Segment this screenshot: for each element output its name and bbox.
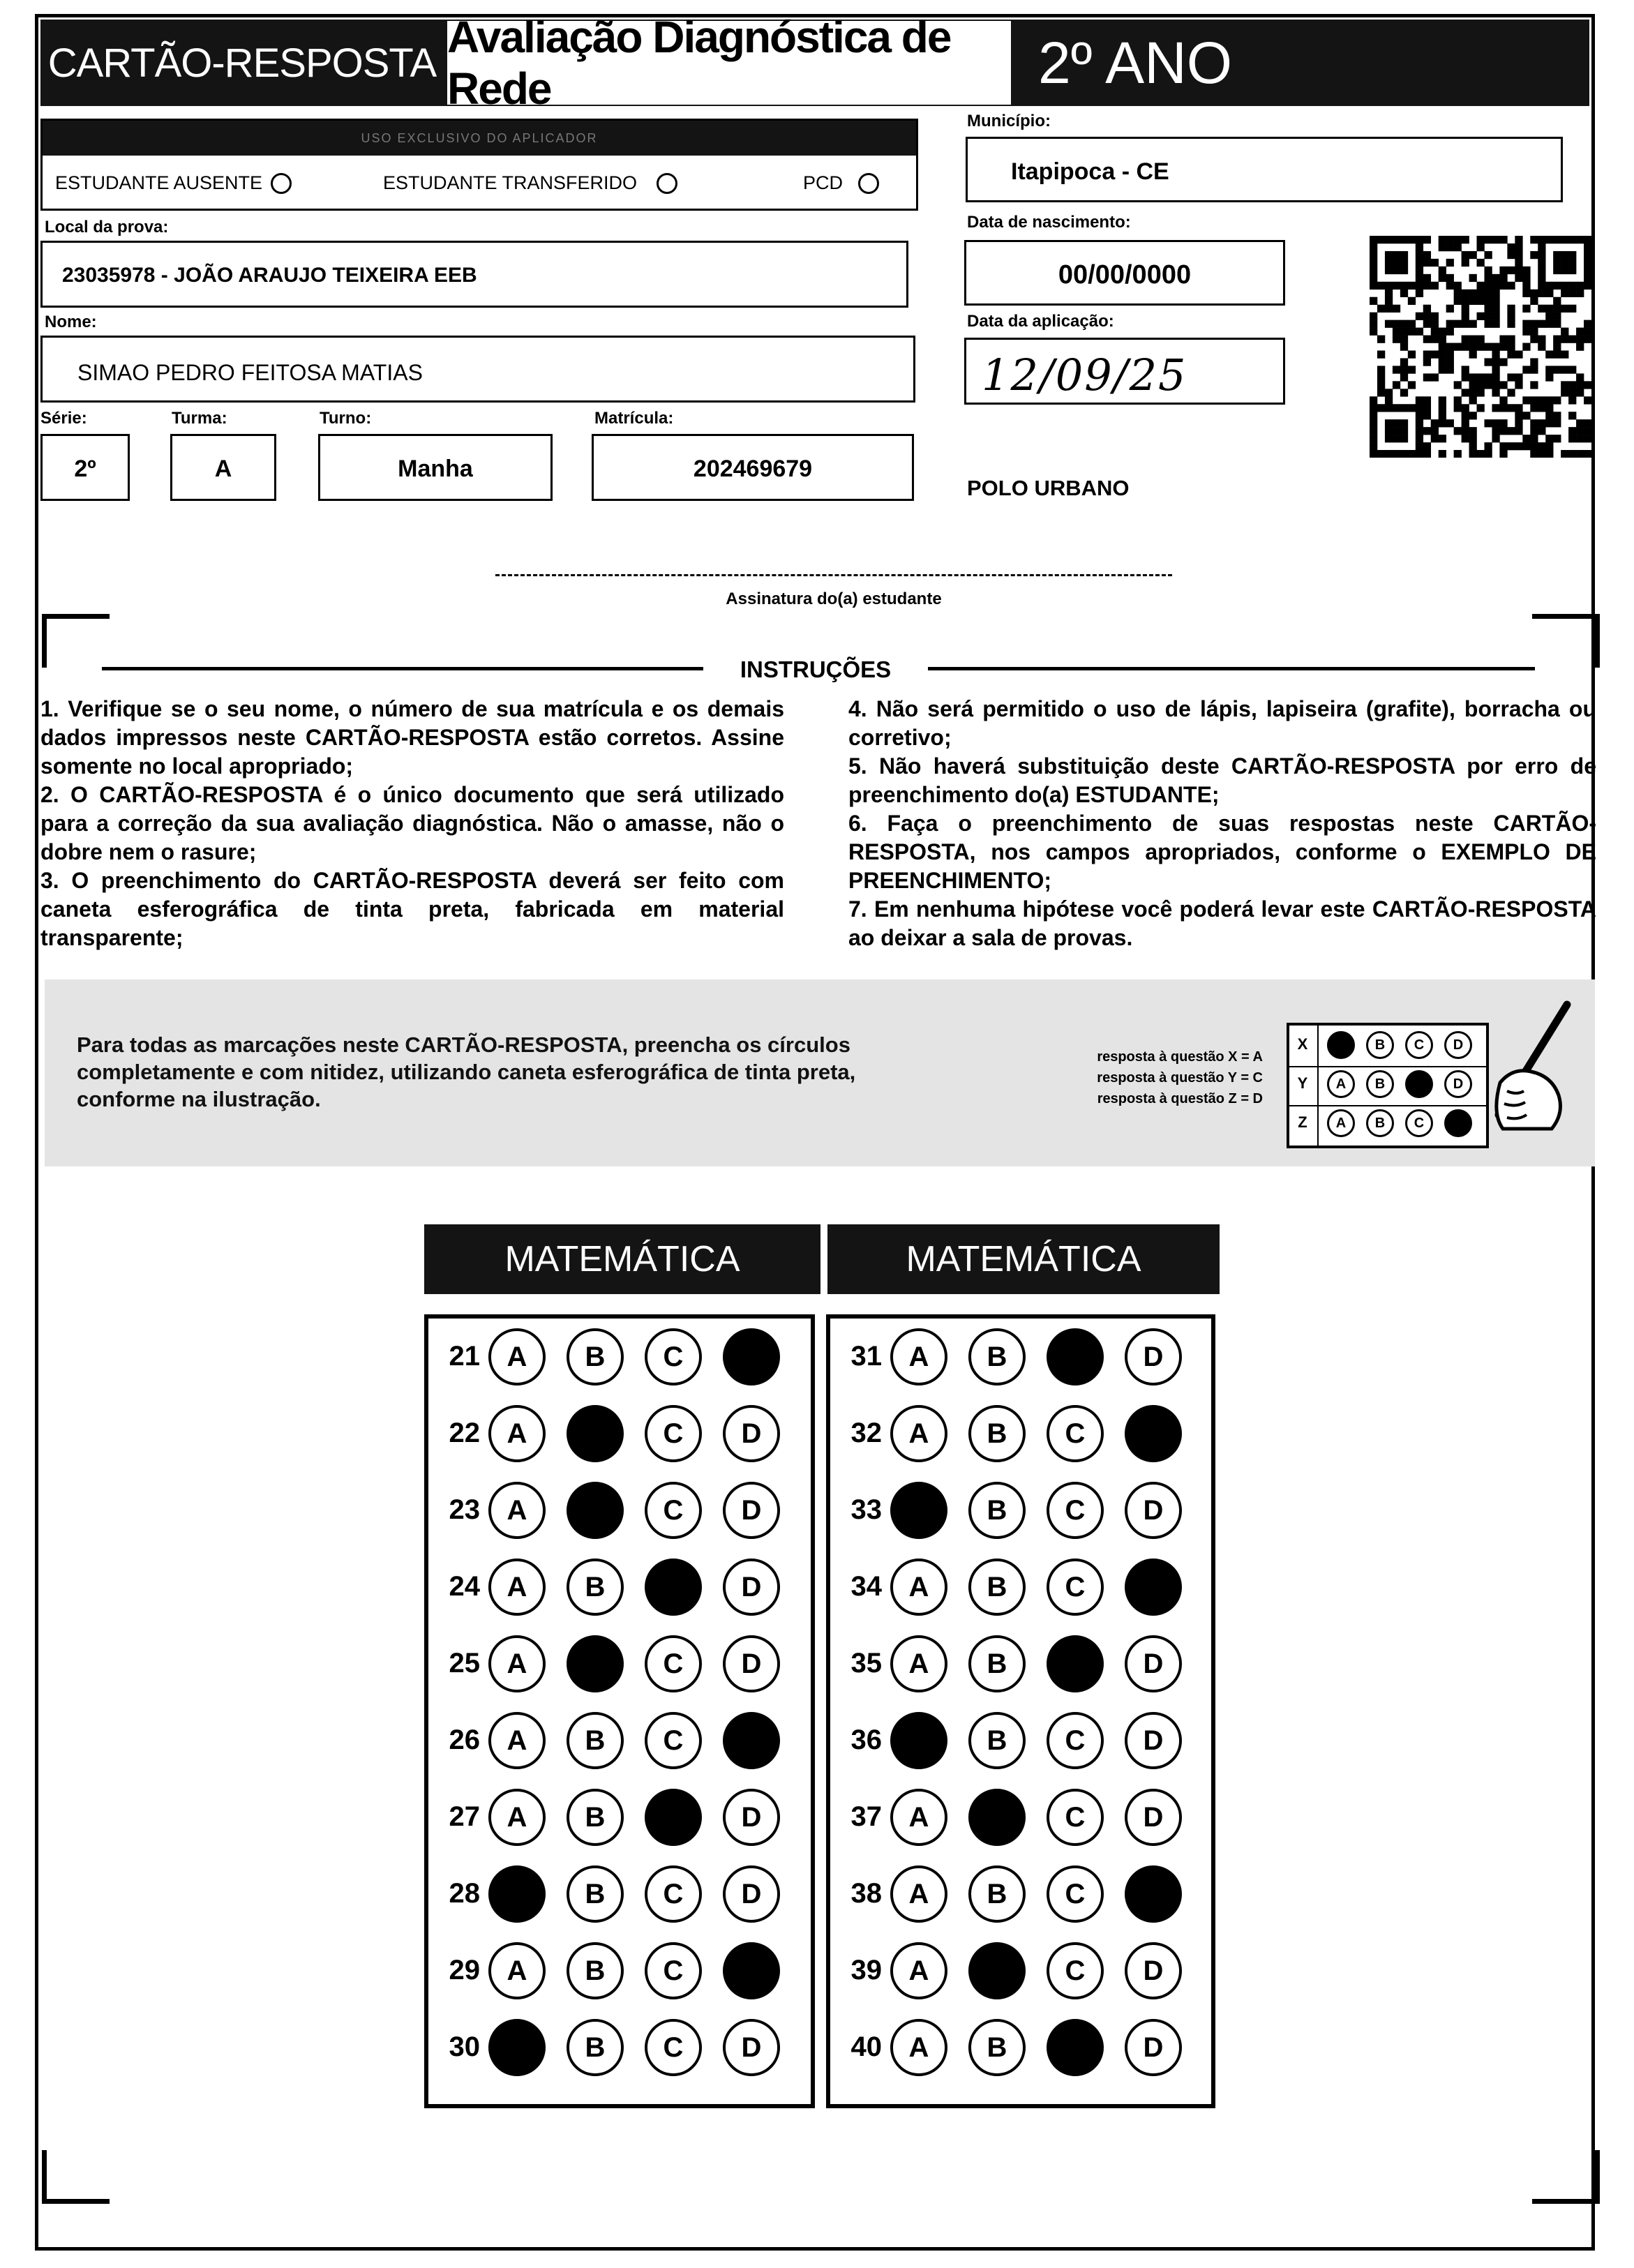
- answer-block-1: [424, 1314, 815, 2108]
- example-bubble-d: D: [1444, 1031, 1472, 1059]
- matricula-label: Matrícula:: [594, 409, 674, 428]
- local-field: [40, 241, 908, 308]
- question-number: 35: [850, 1648, 882, 1679]
- question-number: 40: [850, 2032, 882, 2062]
- answer-bubble-a[interactable]: A: [488, 1635, 546, 1692]
- answer-bubble-b[interactable]: B: [567, 1712, 624, 1769]
- instruction-5: 5. Não haverá substituição deste CARTÃO-RESPOSTA por erro de preenchimento do(a) ESTUDANTE;: [848, 753, 1596, 807]
- answer-bubble-c[interactable]: [1047, 2019, 1104, 2076]
- nascimento-field: [964, 240, 1285, 306]
- aplicacao-label: Data da aplicação:: [967, 312, 1114, 331]
- answer-bubble-b[interactable]: [567, 1635, 624, 1692]
- matricula-value: 202469679: [693, 456, 813, 482]
- local-value: 23035978 - JOÃO ARAUJO TEIXEIRA EEB: [62, 264, 477, 287]
- answer-bubble-a[interactable]: [488, 1865, 546, 1923]
- absent-label: ESTUDANTE AUSENTE: [55, 172, 263, 193]
- question-row: [428, 1789, 811, 1846]
- question-row: [428, 2019, 811, 2076]
- turma-value: A: [214, 456, 232, 482]
- pcd-option[interactable]: [803, 172, 879, 194]
- answer-bubble-d[interactable]: D: [1125, 1789, 1182, 1846]
- corner-mark-bottom-right: [1532, 2150, 1600, 2204]
- answer-bubble-b[interactable]: B: [968, 1559, 1026, 1616]
- answer-bubble-c[interactable]: C: [1047, 1865, 1104, 1923]
- example-col-divider: [1317, 1026, 1319, 1146]
- answer-bubble-a[interactable]: A: [488, 1712, 546, 1769]
- answer-bubble-b[interactable]: B: [567, 1559, 624, 1616]
- answer-bubble-a[interactable]: A: [890, 1865, 947, 1923]
- block-2-title: MATEMÁTICA: [827, 1224, 1220, 1294]
- question-number: 31: [850, 1341, 882, 1372]
- answer-bubble-a[interactable]: A: [890, 1405, 947, 1462]
- answer-bubble-b[interactable]: B: [567, 1789, 624, 1846]
- question-number: 30: [449, 2032, 480, 2062]
- question-row: [830, 1712, 1211, 1769]
- question-row: [428, 1865, 811, 1923]
- question-number: 36: [850, 1725, 882, 1755]
- answer-bubble-d[interactable]: [723, 1712, 780, 1769]
- serie-label: Série:: [40, 409, 87, 428]
- question-number: 33: [850, 1494, 882, 1525]
- answer-bubble-a[interactable]: A: [890, 2019, 947, 2076]
- turno-label: Turno:: [320, 409, 372, 428]
- example-grid: [1287, 1023, 1489, 1148]
- grade-label: 2º ANO: [1038, 29, 1233, 96]
- answer-bubble-c[interactable]: C: [1047, 1405, 1104, 1462]
- aplicacao-value: 12/09/25: [982, 350, 1187, 400]
- answer-bubble-d[interactable]: [1125, 1865, 1182, 1923]
- question-row: [830, 1942, 1211, 1999]
- answer-bubble-c[interactable]: C: [645, 1405, 702, 1462]
- question-row: [830, 1405, 1211, 1462]
- aplicacao-field[interactable]: [964, 338, 1285, 405]
- answer-bubble-d[interactable]: [1125, 1405, 1182, 1462]
- example-bubble-c: [1405, 1070, 1433, 1098]
- question-row: [428, 1635, 811, 1692]
- instructions-rule-left: [102, 667, 703, 670]
- answer-bubble-c[interactable]: [645, 1789, 702, 1846]
- example-text: Para todas as marcações neste CARTÃO-RESPOSTA, preencha os círculos completamente e com nitidez, utilizando caneta esferográfica de tinta preta, conforme na ilustração.: [77, 1032, 856, 1111]
- answer-bubble-b[interactable]: B: [968, 1865, 1026, 1923]
- answer-bubble-d[interactable]: D: [723, 1865, 780, 1923]
- question-row: [830, 2019, 1211, 2076]
- question-number: 21: [449, 1341, 480, 1372]
- answer-bubble-c[interactable]: C: [1047, 1789, 1104, 1846]
- example-bubble-a: [1327, 1031, 1355, 1059]
- answer-bubble-c[interactable]: C: [645, 1712, 702, 1769]
- absent-option[interactable]: [55, 172, 292, 194]
- answer-bubble-b[interactable]: B: [567, 1942, 624, 1999]
- corner-mark-top-left: [42, 614, 110, 668]
- question-row: [830, 1559, 1211, 1616]
- example-bubble-a: A: [1327, 1070, 1355, 1098]
- qr-code: [1370, 236, 1591, 458]
- answer-bubble-d[interactable]: D: [723, 1559, 780, 1616]
- header-subtitle: Avaliação Diagnóstica de Rede: [447, 21, 1011, 105]
- answer-bubble-b[interactable]: B: [968, 1482, 1026, 1539]
- absent-circle-icon[interactable]: [271, 173, 292, 194]
- local-label: Local da prova:: [45, 218, 169, 236]
- answer-bubble-b[interactable]: B: [968, 1405, 1026, 1462]
- instruction-3: 3. O preenchimento do CARTÃO-RESPOSTA deverá ser feito com caneta esferográfica de tinta preta, fabricada em material transparente;: [40, 868, 784, 950]
- name-label: Nome:: [45, 313, 97, 331]
- example-row-divider: [1289, 1066, 1486, 1067]
- example-question-label: Z: [1298, 1113, 1307, 1131]
- question-number: 22: [449, 1418, 480, 1448]
- question-row: [428, 1328, 811, 1385]
- example-question-label: X: [1297, 1035, 1308, 1053]
- nascimento-label: Data de nascimento:: [967, 213, 1131, 232]
- instructions-rule-right: [928, 667, 1535, 670]
- answer-bubble-a[interactable]: [890, 1482, 947, 1539]
- answer-bubble-a[interactable]: A: [488, 1482, 546, 1539]
- instruction-2: 2. O CARTÃO-RESPOSTA é o único documento que será utilizado para a correção da sua avaliação diagnóstica. Não o amasse, não o dobre nem o rasure;: [40, 782, 784, 864]
- question-row: [428, 1405, 811, 1462]
- question-row: [428, 1482, 811, 1539]
- question-number: 39: [850, 1955, 882, 1985]
- applicator-band: USO EXCLUSIVO DO APLICADOR: [43, 121, 916, 156]
- answer-bubble-c[interactable]: C: [645, 1328, 702, 1385]
- example-bubble-a: A: [1327, 1109, 1355, 1137]
- answer-bubble-c[interactable]: [645, 1559, 702, 1616]
- example-key: [1033, 1046, 1263, 1109]
- question-row: [830, 1865, 1211, 1923]
- question-number: 29: [449, 1955, 480, 1985]
- answer-bubble-a[interactable]: A: [488, 1328, 546, 1385]
- answer-bubble-d[interactable]: D: [723, 1482, 780, 1539]
- question-number: 32: [850, 1418, 882, 1448]
- transferred-option[interactable]: [383, 172, 677, 194]
- instructions-title: INSTRUÇÕES: [740, 656, 892, 682]
- example-question-label: Y: [1297, 1074, 1308, 1092]
- name-value: SIMAO PEDRO FEITOSA MATIAS: [77, 360, 423, 385]
- question-row: [830, 1482, 1211, 1539]
- answer-bubble-c[interactable]: C: [1047, 1559, 1104, 1616]
- pcd-label: PCD: [803, 172, 844, 193]
- answer-bubble-c[interactable]: [1047, 1635, 1104, 1692]
- serie-field: [40, 434, 130, 501]
- name-field: [40, 336, 915, 403]
- instructions-right: [848, 695, 1596, 952]
- answer-bubble-b[interactable]: B: [567, 1865, 624, 1923]
- question-row: [428, 1559, 811, 1616]
- block-1-title: MATEMÁTICA: [424, 1224, 820, 1294]
- question-row: [428, 1942, 811, 1999]
- hand-pen-icon: [1479, 999, 1591, 1139]
- answer-bubble-b[interactable]: [567, 1482, 624, 1539]
- answer-bubble-d[interactable]: D: [723, 2019, 780, 2076]
- question-row: [830, 1635, 1211, 1692]
- question-number: 34: [850, 1571, 882, 1602]
- example-bubble-c: C: [1405, 1109, 1433, 1137]
- corner-mark-bottom-left: [42, 2150, 110, 2204]
- answer-bubble-c[interactable]: C: [1047, 1942, 1104, 1999]
- answer-bubble-c[interactable]: C: [645, 1942, 702, 1999]
- answer-bubble-a[interactable]: A: [488, 1405, 546, 1462]
- answer-bubble-b[interactable]: [968, 1789, 1026, 1846]
- answer-bubble-a[interactable]: A: [890, 1942, 947, 1999]
- matricula-field: [592, 434, 914, 501]
- answer-bubble-d[interactable]: [1125, 1559, 1182, 1616]
- answer-bubble-b[interactable]: B: [567, 1328, 624, 1385]
- example-row-divider: [1289, 1105, 1486, 1106]
- answer-bubble-d[interactable]: D: [723, 1405, 780, 1462]
- example-bubble-b: B: [1366, 1070, 1394, 1098]
- answer-bubble-c[interactable]: C: [645, 2019, 702, 2076]
- answer-bubble-c[interactable]: C: [1047, 1482, 1104, 1539]
- question-row: [830, 1789, 1211, 1846]
- answer-bubble-b[interactable]: [567, 1405, 624, 1462]
- question-row: [428, 1712, 811, 1769]
- answer-bubble-b[interactable]: B: [968, 1635, 1026, 1692]
- answer-bubble-d[interactable]: D: [1125, 1328, 1182, 1385]
- instruction-1: 1. Verifique se o seu nome, o número de sua matrícula e os demais dados impressos neste CARTÃO-RESPOSTA estão corretos. Assine somente no local apropriado;: [40, 696, 784, 779]
- question-number: 38: [850, 1878, 882, 1909]
- question-row: [830, 1328, 1211, 1385]
- answer-bubble-d[interactable]: D: [1125, 1712, 1182, 1769]
- answer-bubble-a[interactable]: A: [488, 1942, 546, 1999]
- answer-bubble-b[interactable]: B: [567, 2019, 624, 2076]
- transferred-circle-icon[interactable]: [657, 173, 677, 194]
- answer-bubble-a[interactable]: A: [890, 1328, 947, 1385]
- answer-bubble-b[interactable]: B: [968, 2019, 1026, 2076]
- answer-bubble-a[interactable]: [488, 2019, 546, 2076]
- answer-bubble-a[interactable]: [890, 1712, 947, 1769]
- answer-block-2: [826, 1314, 1215, 2108]
- answer-bubble-c[interactable]: C: [645, 1482, 702, 1539]
- answer-bubble-c[interactable]: C: [1047, 1712, 1104, 1769]
- transferred-label: ESTUDANTE TRANSFERIDO: [383, 172, 638, 193]
- question-number: 24: [449, 1571, 480, 1602]
- example-bubble-b: B: [1366, 1109, 1394, 1137]
- signature-label: Assinatura do(a) estudante: [726, 589, 942, 608]
- polo-label: POLO URBANO: [967, 476, 1130, 500]
- turno-field: [318, 434, 553, 501]
- answer-bubble-a[interactable]: A: [890, 1559, 947, 1616]
- answer-bubble-c[interactable]: [1047, 1328, 1104, 1385]
- answer-bubble-d[interactable]: D: [1125, 1482, 1182, 1539]
- instruction-4: 4. Não será permitido o uso de lápis, lapiseira (grafite), borracha ou corretivo;: [848, 696, 1596, 750]
- example-key-y: resposta à questão Y = C: [1097, 1070, 1263, 1086]
- header-title: CARTÃO-RESPOSTA: [47, 40, 437, 86]
- signature-line[interactable]: [495, 574, 1172, 576]
- answer-bubble-c[interactable]: C: [645, 1635, 702, 1692]
- question-number: 28: [449, 1878, 480, 1909]
- answer-bubble-a[interactable]: A: [488, 1559, 546, 1616]
- answer-bubble-a[interactable]: A: [488, 1789, 546, 1846]
- question-number: 27: [449, 1801, 480, 1832]
- question-number: 37: [850, 1801, 882, 1832]
- turno-value: Manha: [398, 456, 473, 482]
- example-key-x: resposta à questão X = A: [1097, 1049, 1263, 1065]
- municipio-label: Município:: [967, 112, 1051, 130]
- instruction-7: 7. Em nenhuma hipótese você poderá levar este CARTÃO-RESPOSTA ao deixar a sala de provas.: [848, 896, 1596, 950]
- instructions-left: [40, 695, 784, 952]
- answer-bubble-a[interactable]: A: [890, 1789, 947, 1846]
- answer-bubble-d[interactable]: D: [723, 1635, 780, 1692]
- question-number: 25: [449, 1648, 480, 1679]
- question-number: 23: [449, 1494, 480, 1525]
- answer-bubble-d[interactable]: D: [1125, 2019, 1182, 2076]
- answer-bubble-d[interactable]: [723, 1328, 780, 1385]
- answer-bubble-b[interactable]: B: [968, 1328, 1026, 1385]
- pcd-circle-icon[interactable]: [858, 173, 879, 194]
- turma-field: [170, 434, 276, 501]
- corner-mark-top-right: [1532, 614, 1600, 668]
- answer-bubble-a[interactable]: A: [890, 1635, 947, 1692]
- example-bubble-d: [1444, 1109, 1472, 1137]
- answer-bubble-b[interactable]: [968, 1942, 1026, 1999]
- answer-bubble-d[interactable]: D: [1125, 1635, 1182, 1692]
- instruction-6: 6. Faça o preenchimento de suas respostas neste CARTÃO-RESPOSTA, nos campos apropriados, conforme o EXEMPLO DE PREENCHIMENTO;: [848, 811, 1596, 893]
- applicator-box: [40, 119, 918, 211]
- nascimento-value: 00/00/0000: [1058, 260, 1192, 290]
- answer-bubble-d[interactable]: [723, 1942, 780, 1999]
- answer-bubble-d[interactable]: D: [723, 1789, 780, 1846]
- example-bubble-d: D: [1444, 1070, 1472, 1098]
- example-bubble-b: B: [1366, 1031, 1394, 1059]
- answer-bubble-c[interactable]: C: [645, 1865, 702, 1923]
- question-number: 26: [449, 1725, 480, 1755]
- municipio-field: [966, 137, 1563, 202]
- municipio-value: Itapipoca - CE: [1011, 158, 1169, 185]
- answer-bubble-d[interactable]: D: [1125, 1942, 1182, 1999]
- example-key-z: resposta à questão Z = D: [1097, 1091, 1263, 1106]
- serie-value: 2º: [74, 456, 96, 482]
- turma-label: Turma:: [172, 409, 227, 428]
- example-bubble-c: C: [1405, 1031, 1433, 1059]
- answer-bubble-b[interactable]: B: [968, 1712, 1026, 1769]
